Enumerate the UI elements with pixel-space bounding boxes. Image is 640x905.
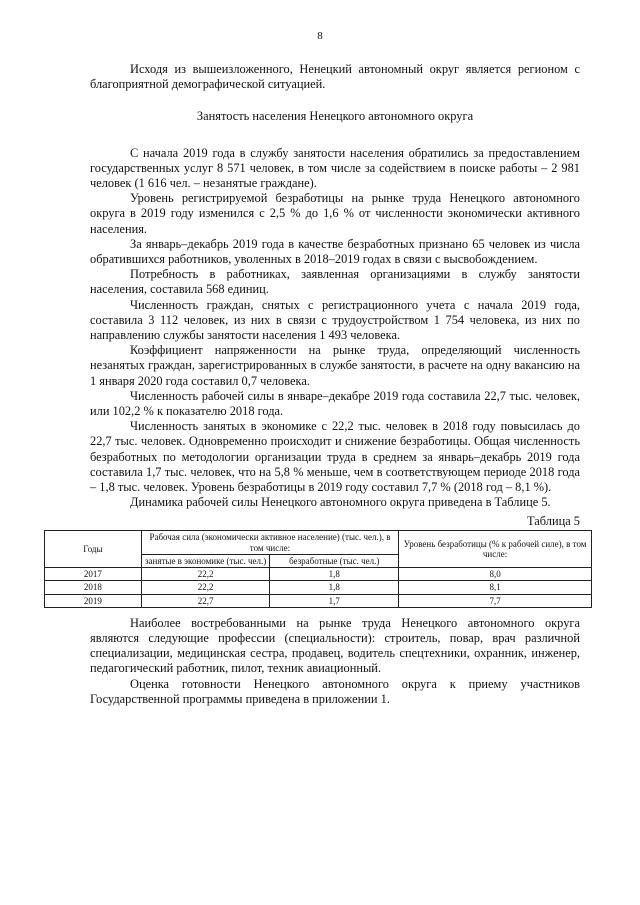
section-title: Занятость населения Ненецкого автономного округа bbox=[196, 109, 474, 124]
intro-paragraph: Исходя из вышеизложенного, Ненецкий автономный округ является регионом с благоприятной демографической ситуацией. bbox=[90, 62, 580, 92]
page-number: 8 bbox=[317, 30, 323, 42]
header-unemployed: безработные (тыс. чел.) bbox=[270, 554, 399, 567]
cell-rate: 8,0 bbox=[399, 568, 592, 581]
paragraph-employed-economy: Численность занятых в экономике с 22,2 тыс. человек в 2018 году повысилась до 22,7 тыс. человек. Одновременно происходит и снижение безработицы. Общая численность безработных по методологии организации труда в среднем за январь–декабрь 2019 года составила 1,7 тыс. человек, что на 5,8 % меньше, чем в соответствующем периоде 2018 года – 1,8 тыс. человек. Уровень безработицы в 2019 году составил 7,7 % (2018 год – 8,1 %). bbox=[90, 419, 580, 495]
table-row bbox=[45, 581, 592, 594]
labor-force-table bbox=[44, 530, 592, 607]
cell-employed: 22,7 bbox=[141, 594, 270, 607]
cell-year: 2019 bbox=[45, 594, 142, 607]
paragraph-applications: С начала 2019 года в службу занятости населения обратились за предоставлением государственных услуг 8 571 человек, в том числе за содействием в поиске работы – 2 981 человек (1 616 чел. – незанятые граждане). bbox=[90, 145, 580, 191]
paragraph-table-reference: Динамика рабочей силы Ненецкого автономного округа приведена в Таблице 5. bbox=[130, 495, 551, 510]
cell-unemployed: 1,8 bbox=[270, 568, 399, 581]
document-body bbox=[83, 62, 587, 707]
header-unemployment-rate: Уровень безработицы (% к рабочей силе), в том числе: bbox=[399, 531, 592, 568]
paragraph-worker-demand: Потребность в работниках, заявленная организациями в службу занятости населения, составила 568 единиц. bbox=[90, 267, 580, 297]
paragraph-demanded-professions: Наиболее востребованными на рынке труда Ненецкого автономного округа являются следующие профессии (специальности): строитель, повар, врач различной специализации, медицинская сестра, продавец, водитель спецтехники, охранник, инженер, педагогический работник, пилот, техник авиационный. bbox=[90, 615, 580, 676]
paragraph-deregistered: Численность граждан, снятых с регистрационного учета с начала 2019 года, составила 3 112 человек, из них в связи с трудоустройством 1 754 человека, из них по направлению службы занятости населения 1 493 человека. bbox=[90, 297, 580, 343]
paragraph-unemployment-level: Уровень регистрируемой безработицы на рынке труда Ненецкого автономного округа в 2019 году изменился с 2,5 % до 1,6 % от численности экономически активного населения. bbox=[90, 191, 580, 236]
cell-unemployed: 1,7 bbox=[270, 594, 399, 607]
table-caption: Таблица 5 bbox=[527, 514, 580, 529]
cell-employed: 22,2 bbox=[141, 581, 270, 594]
cell-unemployed: 1,8 bbox=[270, 581, 399, 594]
table-header-row bbox=[45, 531, 592, 554]
table-row bbox=[45, 594, 592, 607]
header-employed: занятые в экономике (тыс. чел.) bbox=[141, 554, 270, 567]
cell-employed: 22,2 bbox=[141, 568, 270, 581]
header-years: Годы bbox=[45, 531, 142, 568]
paragraph-labor-force: Численность рабочей силы в январе–декабре 2019 года составила 22,7 тыс. человек, или 102,2 % к показателю 2018 года. bbox=[90, 388, 580, 419]
paragraph-recognized-unemployed: За январь–декабрь 2019 года в качестве безработных признано 65 человек из числа обратившихся работников, уволенных в 2018–2019 годах в связи с высвобождением. bbox=[90, 236, 580, 267]
header-labor-force: Рабочая сила (экономически активное население) (тыс. чел.), в том числе: bbox=[141, 531, 398, 554]
cell-year: 2017 bbox=[45, 568, 142, 581]
cell-year: 2018 bbox=[45, 581, 142, 594]
cell-rate: 8,1 bbox=[399, 581, 592, 594]
cell-rate: 7,7 bbox=[399, 594, 592, 607]
paragraph-readiness-assessment: Оценка готовности Ненецкого автономного округа к приему участников Государственной программы приведена в приложении 1. bbox=[90, 676, 580, 706]
table-row bbox=[45, 568, 592, 581]
paragraph-tension-coefficient: Коэффициент напряженности на рынке труда, определяющий численность незанятых граждан, зарегистрированных в службе занятости, в расчете на одну вакансию на 1 января 2020 года составил 0,7 человека. bbox=[90, 343, 580, 388]
